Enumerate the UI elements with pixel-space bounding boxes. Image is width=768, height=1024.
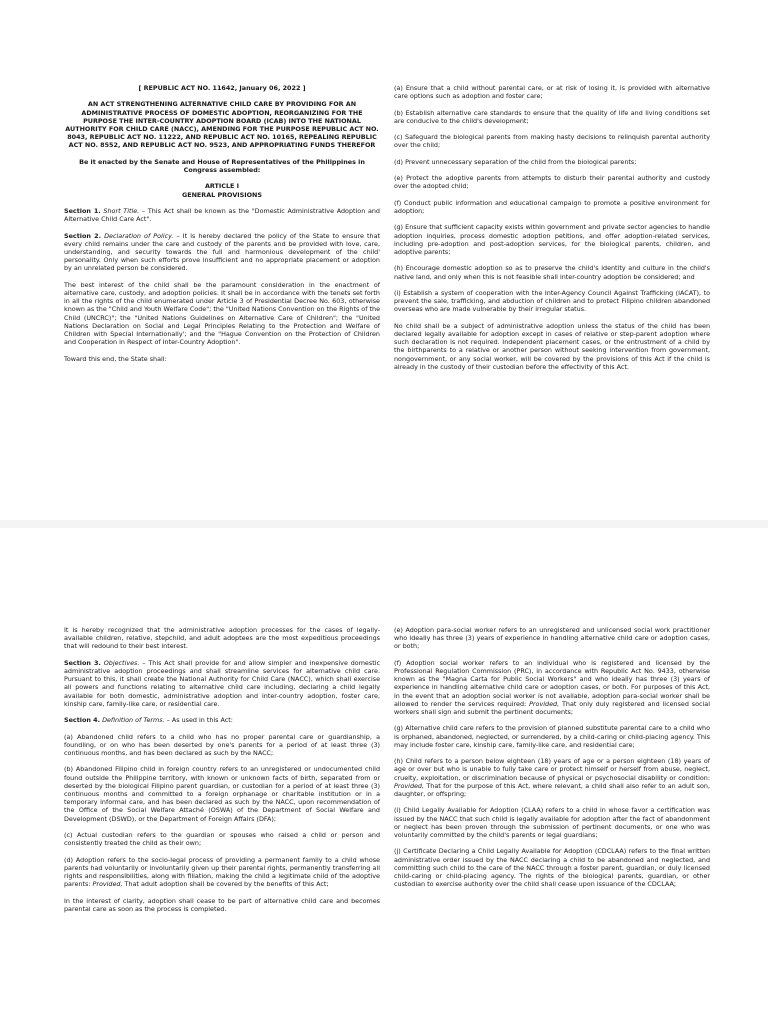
- policy-item-g: (g) Ensure that sufficient capacity exists within government and private sector agencies to handle adoption inquiries, process domestic adoption petitions, and offer adoption-related services, including pre-adoption and post-adoption services, for the biological parents, children, and adoptive parents;: [394, 223, 710, 256]
- policy-item-h: (h) Encourage domestic adoption so as to preserve the child's identity and culture in the child's native land, and only when this is not feasible shall inter-country adoption be considered; and: [394, 264, 710, 281]
- section-1: [64, 207, 380, 223]
- section-4: [64, 716, 380, 724]
- toward-end-paragraph: Toward this end, the State shall:: [64, 354, 167, 363]
- section-3-label: Section 3.: [64, 658, 101, 667]
- definition-h-text: (h) Child refers to a person below eighteen (18) years of age or a person eighteen (18) years of age or over but who is unable to fully take care or protect himself or herself from abuse, neglect, cruelty, exploitation, or discrimination because of physical or psychosocial disability or condition:: [394, 757, 710, 782]
- definition-d-tail: That adult adoption shall be covered by the benefits of this Act;: [122, 880, 329, 889]
- policy-item-b: (b) Establish alternative care standards to ensure that the quality of life and living conditions set are conducive to the child's development;: [394, 108, 710, 125]
- best-interest-paragraph: The best interest of the child shall be the paramount consideration in the enactment of alternative care, custody, and adoption policies. It shall be in accordance with the tenets set forth in all the rights of the child enumerated under Article 3 of Presidential Decree No. 603, otherwise known as the "Child and Youth Welfare Code"; the "United Nations Convention on the Rights of the Child (UNCRC)"; the "United Nations Guidelines on Alternative Care of Children"; the "United Nations Declaration on Social and Legal Principles Relating to the Protection and Welfare of Children with Special Internationally'; and the "Hague Convention on the Protection of Children and Cooperation in Respect of Inter-Country Adoption".: [64, 280, 380, 347]
- section-1-label: Section 1.: [64, 206, 101, 215]
- definition-g: (g) Alternative child care refers to the provision of planned substitute parental care to a child who is orphaned, abandoned, neglected, or surrendered, by a child-caring or child-placing agency. This may include foster care, kinship care, family-like care, and residential care;: [394, 724, 710, 749]
- policy-item-i: (i) Establish a system of cooperation with the Inter-Agency Council Against Trafficking (IACAT), to prevent the sale, trafficking, and abduction of children and to protect Filipino children abandoned overseas who are made vulnerable by their irregular status.: [394, 288, 710, 314]
- section-2-heading: Declaration of Policy.: [104, 231, 174, 240]
- section-3-text: – This Act shall provide for and allow simpler and inexpensive domestic administrative adoption proceedings and shall streamline services for alternative child care. Pursuant to this, it shall create the National Authority for Child Care (NACC), which shall exercise all powers and functions relating to alternative child care including, declaring a child legally available for both domestic, administrative adoption and inter-country adoption, foster care, kinship care, family-like care, or residential care.: [64, 658, 380, 708]
- definition-c: (c) Actual custodian refers to the guardian or spouses who raised a child or person and consistently treated the child as their own;: [64, 831, 380, 848]
- section-1-heading: Short Title.: [103, 206, 140, 215]
- section-2-label: Section 2.: [64, 231, 102, 240]
- clarity-paragraph: In the interest of clarity, adoption shall cease to be part of alternative child care and becomes parental care as soon as the process is completed.: [64, 896, 380, 913]
- section-4-text: – As used in this Act:: [164, 716, 233, 725]
- policy-item-c: (c) Safeguard the biological parents from making hasty decisions to relinquish parental authority over the child;: [394, 133, 710, 150]
- definition-a: (a) Abandoned child refers to a child who has no proper parental care or guardianship, a foundling, or on who has been deserted by one's parents for a period of at least three (3) continuous months, and has been declared as such by the NACC;: [64, 732, 380, 757]
- section-3-heading: Objectives.: [103, 658, 140, 667]
- policy-item-e: (e) Protect the adoptive parents from attempts to disturb their parental authority and custody over the adopted child;: [394, 174, 710, 191]
- enacting-clause: Be it enacted by the Senate and House of Representatives of the Philippines in Congress assembled:: [79, 157, 365, 174]
- definition-f-text: (f) Adoption social worker refers to an individual who is registered and licensed by the Professional Regulation Commission (PRC), in accordance with Republic Act No. 9433, otherwise known as the "Magna Carta for Public Social Workers" and who ideally has three (3) years of experience in handling alternative child care or adoption cases, or both. For purposes of this Act, in the event that an adoption social worker is not available, adoption para-social worker shall be allowed to render the services required:: [394, 658, 710, 708]
- definition-d-proviso: Provided,: [92, 880, 123, 889]
- definition-j: (j) Certificate Declaring a Child Legally Available for Adoption (CDCLAA) refers to the final written administrative order issued by the NACC declaring a child to be abandoned and neglected, and committing such child to the care of the NACC through a foster parent, guardian, or duly licensed child-caring or child-placing agency. The rights of the biological parents, guardian, or other custodian to exercise authority over the child shall cease upon issuance of the CDCLAA;: [394, 847, 710, 889]
- page1-left-column: [64, 84, 380, 371]
- section-3: [64, 659, 380, 708]
- no-child-paragraph: No child shall be a subject of administrative adoption unless the status of the child has been declared legally available for adoption except in cases of relative or step-parent adoption where such declaration is not required. Independent placement cases, or the entrustment of a child by the birthparents to a relative or another person without seeking intervention from government, nongovernment, or any social worker, will be covered by the provisions of this Act if the child is already in the custody of their custodian before the effectivity of this Act.: [394, 321, 710, 371]
- act-title: AN ACT STRENGTHENING ALTERNATIVE CHILD CARE BY PROVIDING FOR AN ADMINISTRATIVE PROCESS OF DOMESTIC ADOPTION, REORGANIZING FOR THE PURPOSE THE INTER-COUNTRY ADOPTION BOARD (ICAB) INTO THE NATIONAL AUTHORITY FOR CHILD CARE (NACC), AMENDING FOR THE PURPOSE REPUBLIC ACT NO. 8043, REPUBLIC ACT NO. 11222, AND REPUBLIC ACT NO. 10165, REPEALING REPUBLIC ACT NO. 8552, AND REPUBLIC ACT NO. 9523, AND APPROPRIATING FUNDS THEREFOR: [65, 100, 379, 150]
- definition-f-tail: That only duly registered and licensed social workers shall sign and submit the pertinent documents;: [394, 699, 710, 717]
- section-4-label: Section 4.: [64, 716, 101, 725]
- page2-right-column: [394, 626, 710, 897]
- definition-h: [394, 757, 710, 798]
- policy-item-a: (a) Ensure that a child without parental care, or at risk of losing it, is provided with alternative care options such as adoption and foster care;: [394, 84, 710, 101]
- section-1-text: – This Act shall be known as the "Domestic Administrative Adoption and Alternative Child Care Act".: [64, 206, 380, 224]
- article-number: ARTICLE I: [204, 182, 240, 191]
- section-4-heading: Definition of Terms.: [102, 716, 165, 725]
- article-title: GENERAL PROVISIONS: [181, 190, 263, 199]
- definition-i: (i) Child Legally Available for Adoption (CLAA) refers to a child in whose favor a certification was issued by the NACC that such child is legally available for adoption after the fact of abandonment or neglect has been proven through the submission of pertinent documents, or one who was voluntarily committed by the child's parents or legal guardians;: [394, 806, 710, 840]
- section-2: [64, 232, 380, 273]
- recognized-paragraph: It is hereby recognized that the administrative adoption processes for the cases of legally-available children, relative, stepchild, and adult adoptees are the most expeditious proceedings that will redound to their best interest.: [64, 626, 380, 651]
- definition-f-proviso: Provided,: [529, 699, 560, 708]
- page2-left-column: [64, 626, 380, 921]
- policy-item-d: (d) Prevent unnecessary separation of the child from the biological parents;: [394, 157, 637, 166]
- policy-item-f: (f) Conduct public information and educational campaign to promote a positive environment for adoption;: [394, 198, 710, 215]
- page1-right-column: [394, 84, 710, 379]
- section-2-text: – It is hereby declared the policy of the State to ensure that every child remains under the care and custody of the parents and be provided with love, care, understanding, and security towards the full and harmonious development of the child' personality. Only when such efforts prove insufficient and no appropriate placement or adoption by an unrelated person be considered.: [64, 231, 380, 273]
- definition-d-text: (d) Adoption refers to the socio-legal process of providing a permanent family to a child whose parents had voluntarily or involuntarily given up their parental rights, permanently transferring all rights and responsibilities, along with filiation, making the child a legitimate child of the adoptive parents:: [64, 855, 380, 889]
- definition-f: [394, 659, 710, 716]
- definition-e: (e) Adoption para-social worker refers to an unregistered and unlicensed social work practitioner who ideally has three (3) years of experience in handling alternative child care or adoption cases, or both;: [394, 626, 710, 651]
- definition-d: [64, 856, 380, 889]
- definition-h-tail: That for the purpose of this Act, where relevant, a child shall also refer to an adult son, daughter, or offspring;: [394, 781, 710, 799]
- act-citation: [ REPUBLIC ACT NO. 11642, January 06, 2022 ]: [138, 84, 306, 92]
- definition-b: (b) Abandoned Filipino child in foreign country refers to an unregistered or undocumented child found outside the Philippine territory, with known or unknown facts of birth, separated from or deserted by the biological Filipino parent guardian, or custodian for a period of at least three (3) continuous months and committed to a foreign orphanage or charitable institution or in a temporary informal care, and has been declared as such by the NACC, upon recommendation of the Office of the Social Welfare Attaché (OSWA) of the Department of Social Welfare and Development (DSWD), or the Department of Foreign Affairs (DFA);: [64, 765, 380, 823]
- definition-h-proviso: Provided,: [394, 781, 425, 790]
